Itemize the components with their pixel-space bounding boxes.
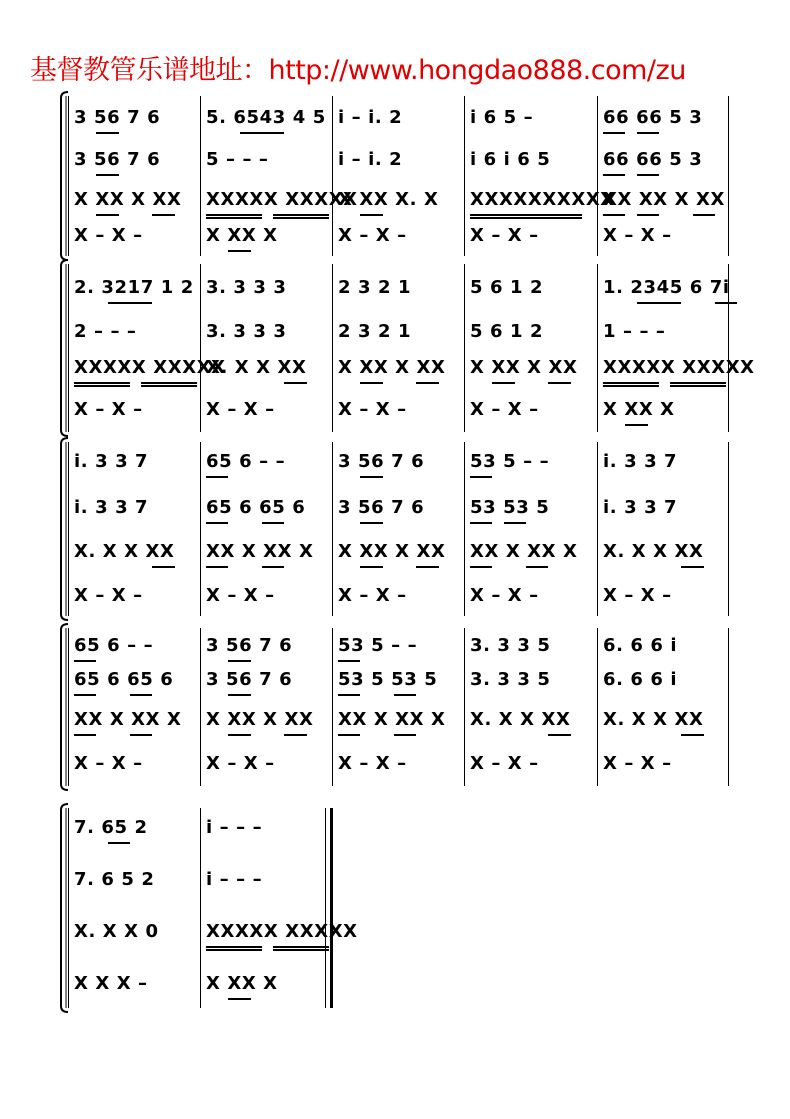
barline	[464, 442, 465, 616]
final-barline	[325, 808, 326, 1008]
rhythm-notes: X. X X 0	[74, 921, 159, 942]
note-underline	[206, 946, 262, 948]
note-underline	[206, 214, 262, 216]
note-underline	[152, 214, 174, 216]
barline	[200, 628, 201, 786]
system-bracket	[56, 436, 72, 622]
melody-notes: 66 66 5 3	[603, 149, 703, 170]
note-underline	[206, 566, 228, 568]
note-underline	[228, 998, 250, 1000]
barline	[464, 264, 465, 432]
note-underline	[74, 385, 130, 387]
melody-notes: 3. 3 3 3	[206, 277, 287, 298]
melody-notes: 6. 6 6 i	[603, 669, 678, 690]
note-underline	[603, 385, 659, 387]
note-underline	[273, 949, 329, 951]
melody-notes: 5. 6543 4 5	[206, 107, 326, 128]
barline	[200, 442, 201, 616]
rhythm-notes: X – X –	[74, 585, 143, 606]
note-underline	[273, 217, 329, 219]
note-underline	[206, 522, 228, 524]
melody-notes: 5 6 1 2	[470, 277, 544, 298]
rhythm-notes: X XX X XX	[338, 357, 446, 378]
note-underline	[360, 522, 382, 524]
note-underline	[96, 174, 118, 176]
rhythm-notes: X – X –	[603, 225, 672, 246]
melody-notes: 1 – – –	[603, 321, 666, 342]
note-underline	[416, 566, 438, 568]
note-underline	[470, 522, 492, 524]
melody-notes: 65 6 65 6	[74, 669, 174, 690]
barline	[332, 96, 333, 256]
melody-notes: 3 56 7 6	[74, 149, 161, 170]
melody-notes: 1. 2345 6 7i	[603, 277, 730, 298]
barline	[728, 628, 729, 786]
note-underline	[338, 694, 360, 696]
note-underline	[273, 946, 329, 948]
rhythm-notes: X. X X XX	[603, 541, 704, 562]
note-underline	[470, 214, 582, 216]
note-underline	[338, 660, 360, 662]
rhythm-notes: X – X –	[470, 753, 539, 774]
note-underline	[108, 842, 130, 844]
note-underline	[74, 694, 96, 696]
note-underline	[262, 522, 284, 524]
note-underline	[74, 734, 96, 736]
melody-notes: i 6 i 6 5	[470, 149, 551, 170]
note-underline	[681, 734, 703, 736]
note-underline	[394, 694, 416, 696]
note-underline	[470, 476, 492, 478]
melody-notes: 2. 3217 1 2	[74, 277, 194, 298]
barline	[200, 808, 201, 1008]
melody-notes: 7. 65 2	[74, 817, 148, 838]
note-underline	[603, 174, 625, 176]
rhythm-notes: X – X –	[206, 753, 275, 774]
rhythm-notes: X. X X XX	[470, 709, 571, 730]
note-underline	[206, 949, 262, 951]
melody-notes: 6. 6 6 i	[603, 635, 678, 656]
rhythm-notes: X – X –	[603, 753, 672, 774]
rhythm-notes: XX XX X XX	[603, 189, 725, 210]
rhythm-notes: X – X –	[470, 585, 539, 606]
melody-notes: i 6 5 –	[470, 107, 534, 128]
rhythm-notes: X. X X XX	[206, 357, 307, 378]
melody-notes: 65 6 – –	[206, 451, 286, 472]
note-underline	[206, 476, 228, 478]
melody-notes: 53 5 – –	[338, 635, 418, 656]
barline	[464, 628, 465, 786]
barline	[597, 264, 598, 432]
barline	[332, 264, 333, 432]
system-bracket	[56, 258, 72, 438]
barline	[597, 96, 598, 256]
note-underline	[74, 382, 130, 384]
rhythm-notes: X – X –	[338, 753, 407, 774]
rhythm-notes: X XX X XX	[470, 357, 578, 378]
rhythm-notes: XX X XX X	[338, 709, 446, 730]
rhythm-notes: X XX X XX	[206, 709, 314, 730]
rhythm-notes: XX X XX X	[470, 541, 578, 562]
melody-notes: 5 – – –	[206, 149, 269, 170]
note-underline	[470, 217, 582, 219]
rhythm-notes: XXXXX XXXXX	[74, 357, 226, 378]
note-underline	[526, 566, 548, 568]
note-underline	[637, 302, 682, 304]
note-underline	[394, 734, 416, 736]
note-underline	[96, 132, 118, 134]
melody-notes: i. 3 3 7	[74, 451, 149, 472]
note-underline	[130, 694, 152, 696]
rhythm-notes: X – X –	[470, 399, 539, 420]
note-underline	[360, 214, 382, 216]
melody-notes: i – i. 2	[338, 149, 403, 170]
melody-notes: 53 5 53 5	[338, 669, 438, 690]
barline	[597, 442, 598, 616]
note-underline	[360, 382, 382, 384]
note-underline	[603, 132, 625, 134]
note-underline	[240, 132, 285, 134]
melody-notes: 7. 6 5 2	[74, 869, 155, 890]
barline	[332, 442, 333, 616]
note-underline	[228, 694, 250, 696]
rhythm-notes: X – X –	[338, 585, 407, 606]
melody-notes: i – – –	[206, 817, 263, 838]
note-underline	[228, 660, 250, 662]
melody-notes: 53 5 – –	[470, 451, 550, 472]
rhythm-notes: X XX X	[206, 225, 278, 246]
melody-notes: 5 6 1 2	[470, 321, 544, 342]
barline	[728, 442, 729, 616]
note-underline	[360, 566, 382, 568]
note-underline	[206, 217, 262, 219]
rhythm-notes: X – X –	[74, 399, 143, 420]
system-bracket	[56, 90, 72, 262]
note-underline	[548, 382, 570, 384]
note-underline	[625, 424, 647, 426]
barline	[728, 96, 729, 256]
barline	[200, 96, 201, 256]
melody-notes: i. 3 3 7	[74, 497, 149, 518]
melody-notes: 2 – – –	[74, 321, 137, 342]
barline	[464, 96, 465, 256]
rhythm-notes: X. X X XX	[74, 541, 175, 562]
rhythm-notes: XX X XX X	[206, 541, 314, 562]
rhythm-notes: X – X –	[338, 399, 407, 420]
note-underline	[693, 214, 715, 216]
system-bracket	[56, 802, 72, 1014]
barline	[68, 96, 69, 256]
note-underline	[284, 734, 306, 736]
rhythm-notes: X XX X	[206, 973, 278, 994]
note-underline	[74, 660, 96, 662]
note-underline	[273, 214, 329, 216]
rhythm-notes: XXXXX XXXXX	[206, 189, 358, 210]
note-underline	[670, 385, 726, 387]
note-underline	[141, 382, 197, 384]
note-underline	[141, 385, 197, 387]
note-underline	[338, 734, 360, 736]
barline	[68, 808, 69, 1008]
melody-notes: 65 6 65 6	[206, 497, 306, 518]
note-underline	[715, 302, 737, 304]
barline	[200, 264, 201, 432]
note-underline	[603, 214, 625, 216]
note-underline	[637, 174, 659, 176]
rhythm-notes: XXXXX XXXXX	[603, 357, 755, 378]
melody-notes: 66 66 5 3	[603, 107, 703, 128]
note-underline	[492, 382, 514, 384]
melody-notes: 2 3 2 1	[338, 277, 412, 298]
rhythm-notes: X – X –	[74, 225, 143, 246]
note-underline	[681, 566, 703, 568]
barline	[597, 628, 598, 786]
note-underline	[108, 302, 153, 304]
note-underline	[670, 382, 726, 384]
note-underline	[228, 250, 250, 252]
melody-notes: 3. 3 3 5	[470, 635, 551, 656]
rhythm-notes: XXXXX XXXXX	[206, 921, 358, 942]
note-underline	[152, 566, 174, 568]
melody-notes: i – – –	[206, 869, 263, 890]
melody-notes: 3 56 7 6	[338, 451, 425, 472]
note-underline	[470, 566, 492, 568]
melody-notes: i – i. 2	[338, 107, 403, 128]
note-underline	[603, 382, 659, 384]
rhythm-notes: XXXXXXXXXX	[470, 189, 615, 210]
melody-notes: i. 3 3 7	[603, 497, 678, 518]
melody-notes: 3. 3 3 5	[470, 669, 551, 690]
melody-notes: 53 53 5	[470, 497, 550, 518]
melody-notes: 3 56 7 6	[206, 669, 293, 690]
rhythm-notes: X XX X XX	[338, 541, 446, 562]
barline	[330, 808, 333, 1008]
note-underline	[262, 566, 284, 568]
rhythm-notes: X. X X XX	[603, 709, 704, 730]
note-underline	[96, 214, 118, 216]
rhythm-notes: X – X –	[74, 753, 143, 774]
rhythm-notes: X XX X	[603, 399, 675, 420]
barline	[332, 628, 333, 786]
note-underline	[360, 476, 382, 478]
rhythm-notes: X – X –	[603, 585, 672, 606]
barline	[68, 628, 69, 786]
barline	[68, 442, 69, 616]
melody-notes: 2 3 2 1	[338, 321, 412, 342]
system-bracket	[56, 622, 72, 792]
rhythm-notes: X – X –	[206, 585, 275, 606]
rhythm-notes: XX X XX X	[74, 709, 182, 730]
melody-notes: 3 56 7 6	[74, 107, 161, 128]
note-underline	[130, 734, 152, 736]
note-underline	[284, 382, 306, 384]
melody-notes: 65 6 – –	[74, 635, 154, 656]
rhythm-notes: X XX X XX	[74, 189, 182, 210]
rhythm-notes: X X X –	[74, 973, 148, 994]
rhythm-notes: X – X –	[470, 225, 539, 246]
note-underline	[416, 382, 438, 384]
barline	[68, 264, 69, 432]
watermark-header: 基督教管乐谱地址：http://www.hongdao888.com/zu	[30, 55, 686, 86]
note-underline	[637, 132, 659, 134]
note-underline	[228, 734, 250, 736]
rhythm-notes: X XX X. X	[338, 189, 439, 210]
melody-notes: 3 56 7 6	[338, 497, 425, 518]
melody-notes: 3. 3 3 3	[206, 321, 287, 342]
note-underline	[504, 522, 526, 524]
note-underline	[637, 214, 659, 216]
note-underline	[548, 734, 570, 736]
melody-notes: i. 3 3 7	[603, 451, 678, 472]
rhythm-notes: X – X –	[206, 399, 275, 420]
rhythm-notes: X – X –	[338, 225, 407, 246]
melody-notes: 3 56 7 6	[206, 635, 293, 656]
